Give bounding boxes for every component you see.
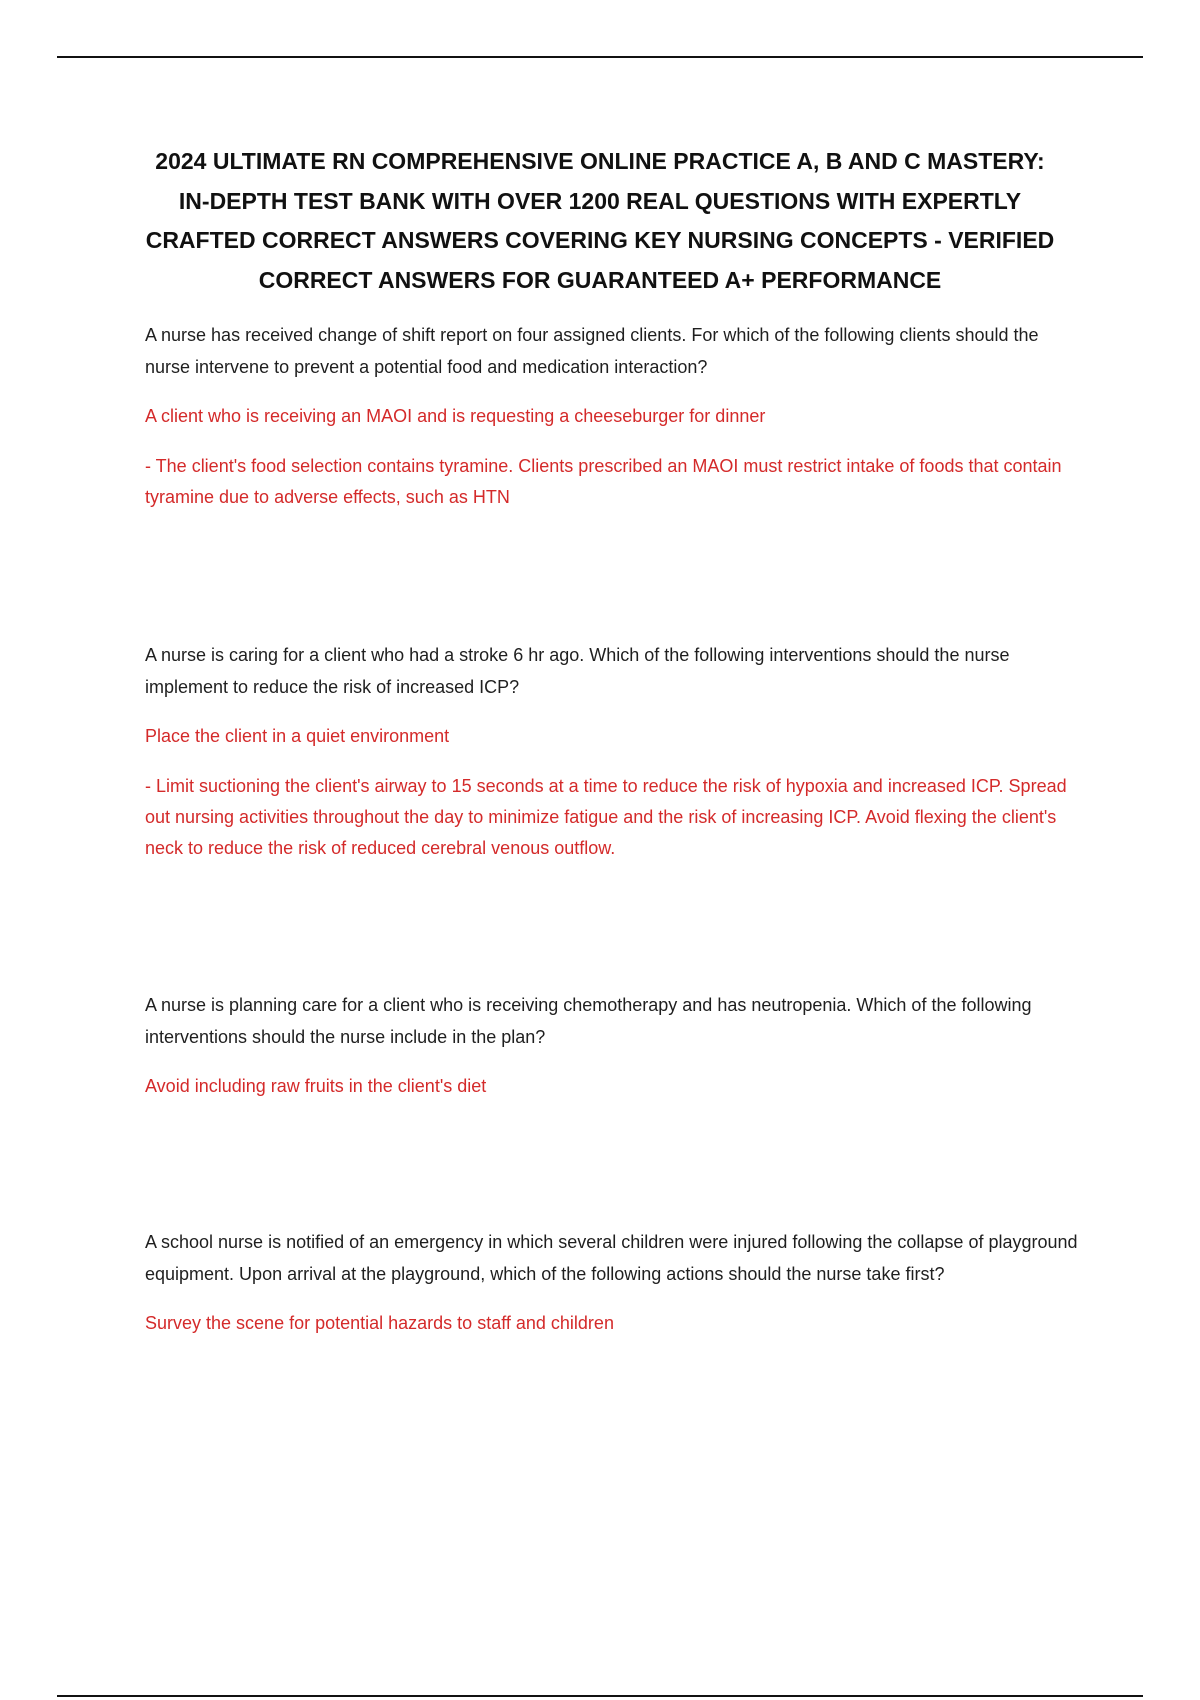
document-title: 2024 ULTIMATE RN COMPREHENSIVE ONLINE PRACTICE A, B AND C MASTERY: IN-DEPTH TEST BANK WITH OVER 1200 REAL QUESTIONS WITH EXPERTLY CRAFTED CORRECT ANSWERS COVERING KEY NURSING CONCEPTS - VERIFIED CORRECT ANSWERS FOR GUARANTEED A+ PERFORMANCE: [145, 148, 1055, 293]
question-text: A nurse is planning care for a client who is receiving chemotherapy and has neutropenia. Which of the following interventions should the nurse include in the plan?: [145, 995, 1032, 1047]
answer-text: Place the client in a quiet environment: [145, 726, 450, 746]
question-block: [145, 640, 1085, 864]
rationale-text: - Limit suctioning the client's airway to 15 seconds at a time to reduce the risk of hypoxia and increased ICP. Spread out nursing activities throughout the day to minimize fatigue and the risk of increasing ICP. Avoid flexing the client's neck to reduce the risk of reduced cerebral venous outflow.: [145, 776, 1067, 858]
question-text: A nurse has received change of shift report on four assigned clients. For which of the following clients should the nurse intervene to prevent a potential food and medication interaction?: [145, 325, 1039, 377]
question-block: [145, 320, 1085, 513]
question-text: A school nurse is notified of an emergency in which several children were injured following the collapse of playground equipment. Upon arrival at the playground, which of the following actions should the nurse take first?: [145, 1232, 1078, 1284]
question-block: [145, 1227, 1085, 1338]
answer-text: A client who is receiving an MAOI and is requesting a cheeseburger for dinner: [145, 406, 766, 426]
question-text: A nurse is caring for a client who had a stroke 6 hr ago. Which of the following interventions should the nurse implement to reduce the risk of increased ICP?: [145, 645, 1010, 697]
answer-text: Avoid including raw fruits in the client's diet: [145, 1076, 487, 1096]
top-divider: [57, 56, 1143, 58]
rationale-text: - The client's food selection contains tyramine. Clients prescribed an MAOI must restrict intake of foods that contain tyramine due to adverse effects, such as HTN: [145, 456, 1062, 507]
answer-text: Survey the scene for potential hazards to staff and children: [145, 1313, 614, 1333]
bottom-divider: [57, 1695, 1143, 1697]
question-block: [145, 990, 1085, 1101]
